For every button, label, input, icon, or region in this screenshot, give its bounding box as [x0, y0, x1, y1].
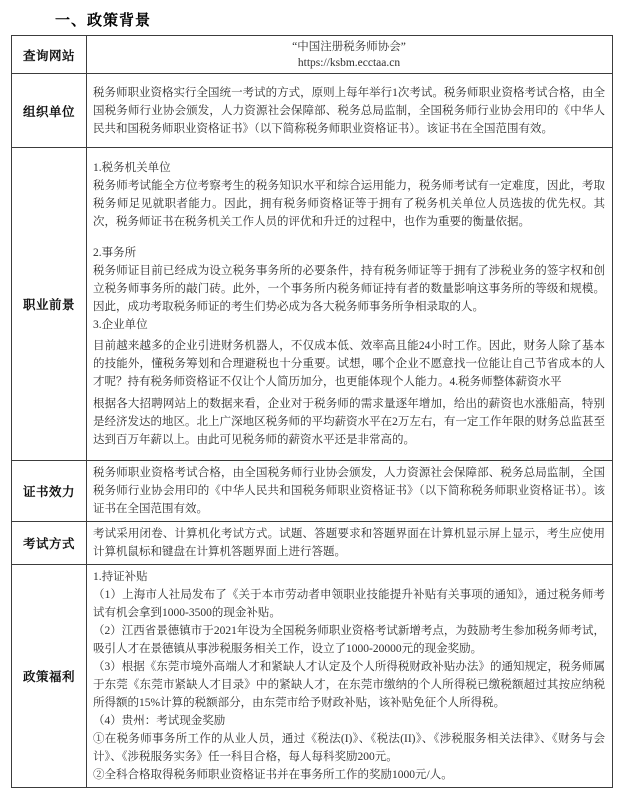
row-content: [87, 565, 613, 788]
paragraph: 税务师职业资格考试合格，由全国税务师行业协会颁发，人力资源社会保障部、税务总局监制，全国税务师行业协会用印的《中华人民共和国税务师职业资格证书》（以下简称税务师职业资格证书）。该证书在全国范围有效。: [93, 467, 605, 515]
paragraph: 税务师考试能全方位考察考生的税务知识水平和综合运用能力，税务师考试有一定难度，因此，考取税务师足见就职者能力。因此，拥有税务师资格证等于拥有了税务机关单位人员选拔的优先权。其次，税务师证书在税务机关工作人员的评优和升迁的过程中，也作为重要的衡量依据。: [93, 179, 605, 228]
paragraph: 根据各大招聘网站上的数据来看，企业对于税务师的需求量逐年增加，给出的薪资也水涨船高，特别是经济发达的地区。北上广深地区税务师的平均薪资水平在2万左右，有一定工作年限的财务总监甚至达到百万年薪以上。由此可见税务师的薪资水平还是非常高的。: [93, 397, 605, 446]
row-label: 政策福利: [12, 565, 87, 788]
row-content: [87, 461, 613, 522]
table-row: [12, 148, 613, 461]
paragraph: 3.企业单位: [93, 318, 148, 331]
document-page: [0, 9, 625, 780]
paragraph: 目前越来越多的企业引进财务机器人，不仅成本低、效率高且能24小时工作。因此，财务人除了基本的技能外，懂税务筹划和合理避税也十分重要。试想，哪个企业不愿意找一位能让自己节省成本的人才呢？持有税务师资格证不仅让个人简历加分，也更能体现个人能力。4.税务师整体薪资水平: [93, 339, 605, 388]
paragraph: ②全科合格取得税务师职业资格证书并在事务所工作的奖励1000元/人。: [93, 769, 453, 781]
page-title: 一、政策背景: [55, 13, 152, 29]
paragraph: （4）贵州：考试现金奖励: [93, 715, 226, 727]
paragraph: （2）江西省景德镇市于2021年设为全国税务师职业资格考试新增考点，为鼓励考生参加税务师考试，吸引人才在景德镇从事涉税服务相关工作，设立了1000-20000元的现金奖励。: [93, 625, 605, 655]
paragraph: 考试采用闭卷、计算机化考试方式。试题、答题要求和答题界面在计算机显示屏上显示，考生应使用计算机鼠标和键盘在计算机答题界面上进行答题。: [93, 528, 605, 558]
row-content: [87, 148, 613, 461]
paragraph: https://ksbm.ecctaa.cn: [297, 56, 401, 69]
paragraph: （1）上海市人社局发布了《关于本市劳动者申领职业技能提升补贴有关事项的通知》，通过税务师考试有机会拿到1000-3500的现金补贴。: [93, 589, 605, 619]
row-label: 职业前景: [12, 148, 87, 461]
table-row: [12, 36, 613, 74]
paragraph: 1.持证补贴: [93, 571, 148, 583]
policy-background-table: [11, 35, 613, 788]
table-row: [12, 461, 613, 522]
row-label: 查询网站: [12, 36, 87, 74]
paragraph: 2.事务所: [93, 246, 137, 259]
table-body: [12, 36, 613, 788]
paragraph: “中国注册税务师协会”: [292, 40, 406, 53]
row-content: [87, 522, 613, 565]
row-label: 考试方式: [12, 522, 87, 565]
paragraph: 税务师职业资格实行全国统一考试的方式，原则上每年举行1次考试。税务师职业资格考试合格，由全国税务师行业协会颁发，人力资源社会保障部、税务总局监制，全国税务师行业协会用印的《中华人民共和国税务师职业资格证书》（以下简称税务师职业资格证书）。该证书在全国范围有效。: [93, 86, 605, 135]
table-row: [12, 74, 613, 148]
row-content: [87, 36, 613, 74]
row-label: 证书效力: [12, 461, 87, 522]
row-content: [87, 74, 613, 148]
table-row: [12, 522, 613, 565]
row-label: 组织单位: [12, 74, 87, 148]
paragraph: 1.税务机关单位: [93, 161, 171, 174]
paragraph: ①在税务师事务所工作的从业人员，通过《税法(I)》、《税法(II)》、《涉税服务相关法律》、《财务与会计》、《涉税服务实务》任一科目合格，每人每科奖励200元。: [93, 733, 605, 763]
table-row: [12, 565, 613, 788]
paragraph: （3）根据《东莞市境外高端人才和紧缺人才认定及个人所得税财政补贴办法》的通知规定，税务师属于东莞《东莞市紧缺人才目录》中的紧缺人才，在东莞市缴纳的个人所得税已缴税额超过其按应纳税所得额的15%计算的税额部分，由东莞市给予财政补贴，该补贴免征个人所得税。: [93, 661, 605, 709]
paragraph: 税务师证目前已经成为设立税务事务所的必要条件，持有税务师证等于拥有了涉税业务的签字权和创立税务师事务所的敲门砖。此外，一个事务所内税务师证持有者的数量影响这事务所的等级和规模。因此，成功考取税务师证的考生们势必成为各大税务师事务所争相录取的人。: [93, 264, 605, 313]
